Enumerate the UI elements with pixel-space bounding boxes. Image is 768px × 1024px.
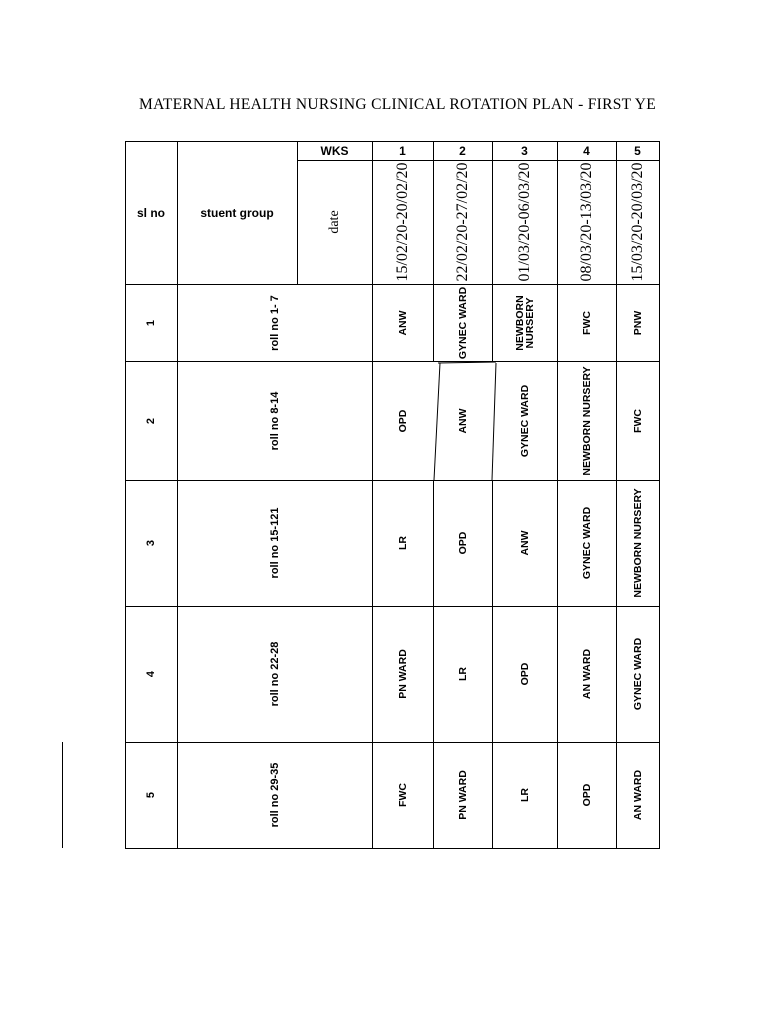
assignment-cell (616, 742, 659, 848)
week-number: 4 (583, 143, 590, 158)
ward-assignment: OPD (518, 662, 531, 686)
assignment-cell (557, 361, 616, 480)
assignment-cell (616, 361, 659, 480)
table-row-sl (125, 742, 177, 848)
date-cell (557, 160, 616, 284)
student-group-roll: roll no 22-28 (268, 641, 281, 707)
date-cell (372, 160, 433, 284)
week-number: 1 (399, 143, 406, 158)
header-wks: WKS (320, 143, 349, 158)
date-cell (492, 160, 557, 284)
ward-assignment: ANW (396, 309, 409, 336)
week-date: 22/02/20-27/02/20 (453, 162, 471, 282)
header-sl-no: sl no (136, 205, 165, 220)
assignment-cell (492, 606, 557, 742)
header-date-cell (297, 160, 372, 284)
grid-line (125, 848, 660, 849)
ward-assignment: NEWBORN NURSERY (631, 488, 644, 598)
week-date: 15/02/20-20/02/20 (393, 162, 411, 282)
sl-number: 2 (145, 417, 157, 424)
student-group-roll: roll no 15-121 (268, 507, 281, 579)
assignment-cell (433, 361, 492, 480)
header-date-label: date (326, 210, 342, 234)
assignment-cell (616, 480, 659, 606)
ward-assignment: OPD (396, 409, 409, 432)
assignment-cell (433, 606, 492, 742)
table-row-group (177, 742, 372, 848)
ward-assignment: OPD (456, 531, 469, 555)
ward-assignment: GYNEC WARD (580, 506, 593, 580)
table-row-sl (125, 361, 177, 480)
assignment-cell (616, 284, 659, 361)
date-cell (616, 160, 659, 284)
table-row-group (177, 284, 372, 361)
assignment-cell (372, 606, 433, 742)
sl-number: 1 (145, 319, 157, 326)
ward-assignment: FWC (580, 310, 593, 335)
table-row-sl (125, 480, 177, 606)
ward-assignment: PNW (631, 310, 644, 335)
table-row-sl (125, 606, 177, 742)
ward-assignment: GYNEC WARD (456, 286, 469, 359)
sl-number: 3 (145, 539, 157, 547)
table-row-group (177, 480, 372, 606)
ward-assignment: PN WARD (396, 649, 409, 699)
ward-assignment: AN WARD (631, 769, 644, 821)
assignment-cell (557, 742, 616, 848)
assignment-cell (372, 480, 433, 606)
grid-line (659, 141, 660, 849)
header-student-group: stuent group (200, 205, 274, 220)
ward-assignment: ANW (456, 407, 469, 434)
assignment-cell (433, 742, 492, 848)
ward-assignment: LR (396, 536, 409, 550)
student-group-roll: roll no 29-35 (268, 762, 281, 828)
assignment-cell (372, 361, 433, 480)
assignment-cell (372, 284, 433, 361)
assignment-cell (557, 284, 616, 361)
week-number: 5 (634, 143, 641, 158)
ward-assignment: FWC (631, 408, 644, 433)
table-row-group (177, 361, 372, 480)
week-number: 2 (459, 143, 466, 158)
page-title: MATERNAL HEALTH NURSING CLINICAL ROTATION PLAN - FIRST YE (139, 96, 657, 113)
ward-assignment: LR (518, 788, 531, 802)
date-cell (433, 160, 492, 284)
ward-assignment: ANW (518, 530, 531, 556)
ward-assignment: OPD (580, 783, 593, 807)
student-group-roll: roll no 1- 7 (268, 294, 281, 351)
sl-number: 4 (145, 670, 157, 678)
ward-assignment: LR (456, 667, 469, 681)
ward-assignment: AN WARD (580, 648, 593, 700)
week-date: 01/03/20-06/03/20 (515, 162, 533, 282)
assignment-cell (492, 742, 557, 848)
assignment-cell (557, 606, 616, 742)
ward-assignment: GYNEC WARD (631, 637, 644, 711)
ward-assignment: FWC (396, 783, 409, 807)
assignment-cell (372, 742, 433, 848)
assignment-cell (616, 606, 659, 742)
ward-assignment: PN WARD (456, 770, 469, 820)
week-date: 08/03/20-13/03/20 (577, 162, 595, 282)
assignment-cell (492, 361, 557, 480)
sl-number: 5 (145, 791, 157, 799)
ward-assignment: GYNEC WARD (518, 384, 531, 457)
assignment-cell (557, 480, 616, 606)
assignment-cell (492, 480, 557, 606)
ward-assignment: NEWBORN NURSERY (580, 365, 593, 476)
week-date: 15/03/20-20/03/20 (628, 162, 646, 282)
week-number: 3 (521, 143, 528, 158)
ward-assignment: NEWBORN NURSERY (513, 294, 536, 351)
margin-line (62, 742, 63, 848)
table-row-group (177, 606, 372, 742)
assignment-cell (433, 284, 492, 361)
assignment-cell (492, 284, 557, 361)
assignment-cell (433, 480, 492, 606)
student-group-roll: roll no 8-14 (268, 391, 281, 450)
table-row-sl (125, 284, 177, 361)
